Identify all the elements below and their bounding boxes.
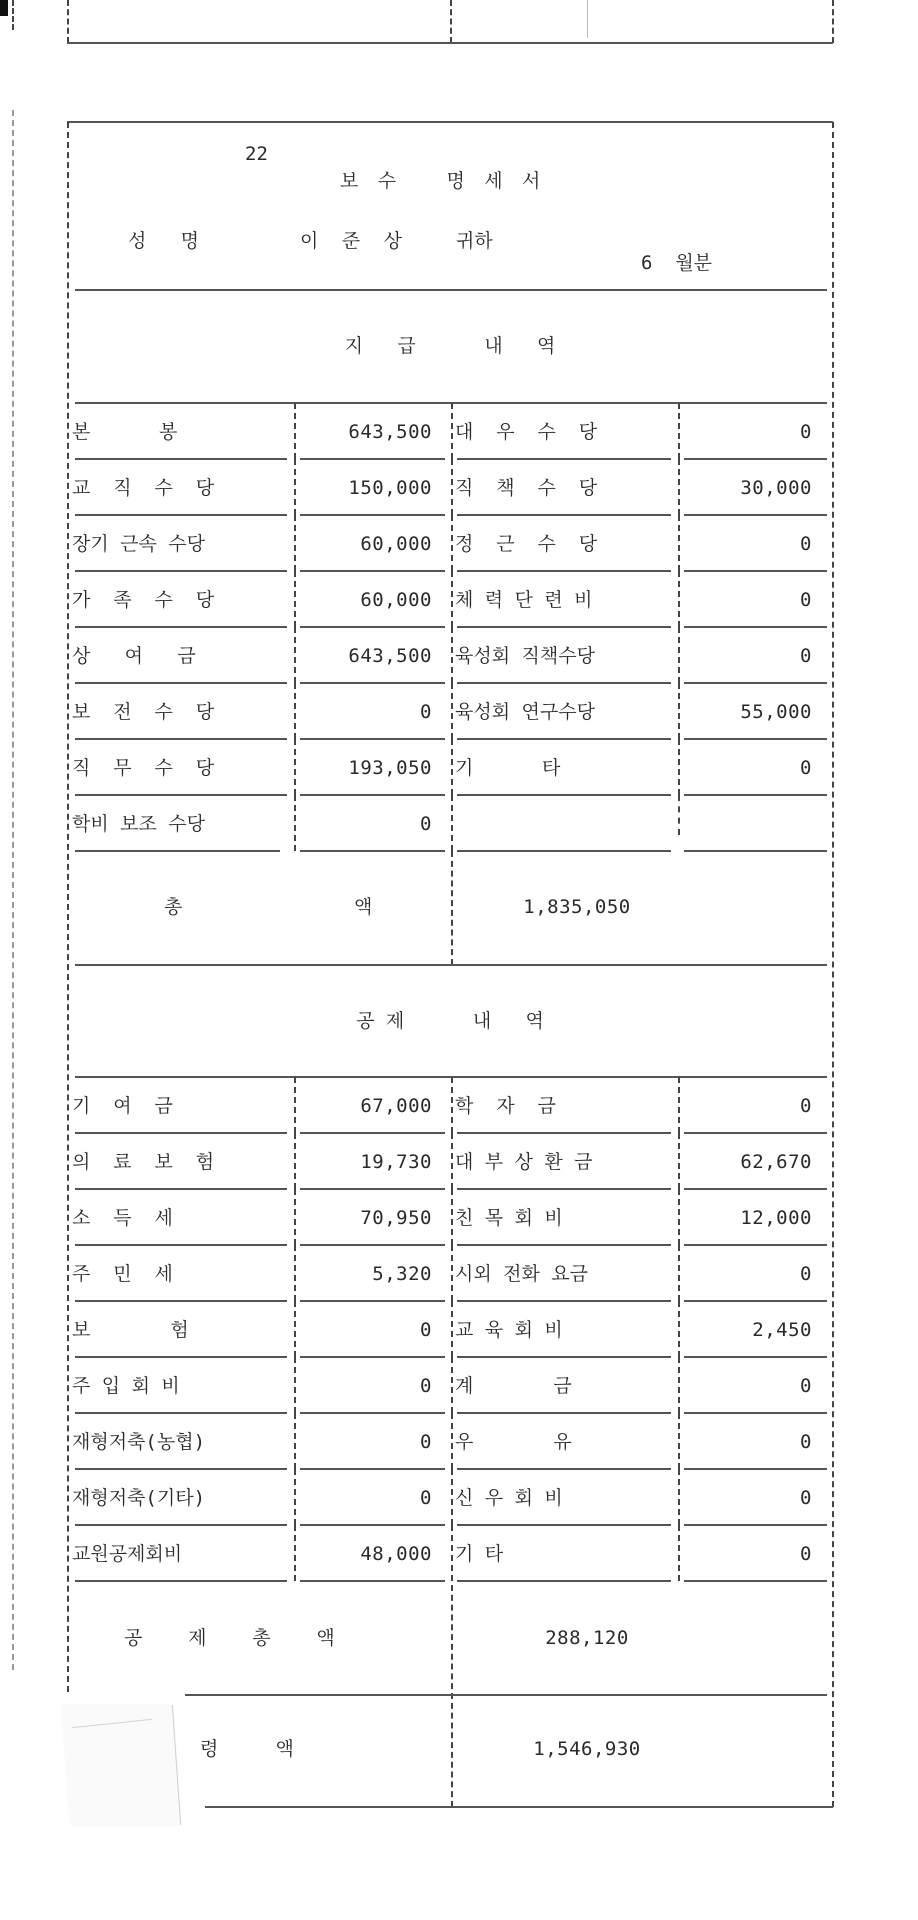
row-value-left: 5,320 — [372, 1263, 432, 1285]
row-value-right: 30,000 — [740, 477, 812, 499]
deductions-total-label: 공 제 총 액 — [124, 1627, 335, 1649]
page-edge-line — [12, 110, 14, 1670]
row-label-left: 주 입 회 비 — [72, 1375, 180, 1397]
row-label-right: 대 부 상 환 금 — [455, 1151, 593, 1173]
row-value-left: 0 — [420, 1431, 432, 1453]
row-label-right: 정 근 수 당 — [455, 533, 598, 555]
payments-section-title: 지 급 내 역 — [344, 335, 556, 357]
row-value-left: 193,050 — [348, 757, 432, 779]
row-value-left: 0 — [420, 1487, 432, 1509]
row-label-left: 장기 근속 수당 — [72, 533, 206, 555]
row-label-right: 신 우 회 비 — [455, 1487, 563, 1509]
employee-name: 이 준 상 — [300, 230, 408, 252]
row-value-right: 62,670 — [740, 1151, 812, 1173]
row-value-left: 67,000 — [360, 1095, 432, 1117]
name-label: 성 명 — [128, 230, 200, 252]
row-label-left: 직 무 수 당 — [72, 757, 215, 779]
row-value-right: 0 — [800, 1375, 812, 1397]
row-label-right: 우 유 — [455, 1431, 572, 1453]
row-label-right: 기 타 — [455, 757, 561, 779]
row-label-left: 학비 보조 수당 — [72, 813, 206, 835]
row-label-left: 재형저축(기타) — [72, 1487, 206, 1509]
row-label-left: 주 민 세 — [72, 1263, 173, 1285]
row-value-right: 0 — [800, 1487, 812, 1509]
deductions-total-value: 288,120 — [545, 1627, 629, 1649]
scan-corner-mark — [0, 0, 8, 16]
row-value-right: 12,000 — [740, 1207, 812, 1229]
table-bottom-border — [205, 1806, 833, 1808]
row-label-left: 기 여 금 — [72, 1095, 173, 1117]
header-divider — [75, 289, 827, 291]
row-value-right: 0 — [800, 421, 812, 443]
row-value-left: 48,000 — [360, 1543, 432, 1565]
deductions-section-title: 공 제 내 역 — [356, 1010, 544, 1032]
row-label-right: 육성회 연구수당 — [455, 701, 595, 723]
row-value-right: 0 — [800, 1543, 812, 1565]
row-label-right: 친 목 회 비 — [455, 1207, 563, 1229]
row-label-left: 재형저축(농협) — [72, 1431, 206, 1453]
payments-total-value: 1,835,050 — [523, 896, 631, 918]
net-pay-label: 령 액 — [200, 1738, 294, 1760]
row-label-right: 교 육 회 비 — [455, 1319, 563, 1341]
row-label-left: 가 족 수 당 — [72, 589, 215, 611]
table-left-border — [67, 122, 69, 1692]
row-label-left: 보 전 수 당 — [72, 701, 215, 723]
row-value-left: 0 — [420, 813, 432, 835]
row-label-right: 대 우 수 당 — [455, 421, 598, 443]
honorific: 귀하 — [456, 230, 493, 252]
row-value-right: 0 — [800, 533, 812, 555]
row-value-left: 60,000 — [360, 589, 432, 611]
row-value-right: 0 — [800, 589, 812, 611]
total-label-a: 총 — [164, 896, 183, 918]
row-value-right: 55,000 — [740, 701, 812, 723]
section-divider — [185, 1694, 827, 1696]
row-label-left: 보 험 — [72, 1319, 189, 1341]
table-top-border — [67, 121, 833, 123]
row-label-left: 본 봉 — [72, 421, 178, 443]
row-value-left: 60,000 — [360, 533, 432, 555]
row-value-right: 0 — [800, 645, 812, 667]
row-value-left: 0 — [420, 1375, 432, 1397]
pay-period: 6 월분 — [641, 252, 713, 274]
total-label-b: 액 — [354, 896, 373, 918]
table-right-border — [832, 122, 834, 1807]
net-pay-value: 1,546,930 — [533, 1738, 641, 1760]
row-label-right: 육성회 직책수당 — [455, 645, 595, 667]
row-value-right: 0 — [800, 1095, 812, 1117]
row-label-right: 계 금 — [455, 1375, 572, 1397]
row-value-right: 0 — [800, 757, 812, 779]
row-label-left: 교 직 수 당 — [72, 477, 215, 499]
row-value-left: 643,500 — [348, 645, 432, 667]
row-label-right: 직 책 수 당 — [455, 477, 598, 499]
row-label-left: 상 여 금 — [72, 645, 196, 667]
page-number: 22 — [245, 143, 268, 165]
row-value-left: 150,000 — [348, 477, 432, 499]
row-value-left: 70,950 — [360, 1207, 432, 1229]
row-label-right: 기 타 — [455, 1543, 504, 1565]
row-value-left: 0 — [420, 1319, 432, 1341]
row-value-left: 643,500 — [348, 421, 432, 443]
row-label-left: 소 득 세 — [72, 1207, 173, 1229]
row-label-right: 시외 전화 요금 — [455, 1263, 589, 1285]
row-value-left: 19,730 — [360, 1151, 432, 1173]
row-label-left: 의 료 보 험 — [72, 1151, 215, 1173]
row-value-left: 0 — [420, 701, 432, 723]
row-value-right: 0 — [800, 1431, 812, 1453]
page-edge-line — [12, 0, 14, 30]
section-divider — [75, 964, 827, 966]
row-value-right: 0 — [800, 1263, 812, 1285]
document-title: 보 수 명 세 서 — [340, 170, 545, 192]
row-label-left: 교원공제회비 — [72, 1543, 183, 1565]
row-label-right: 학 자 금 — [455, 1095, 556, 1117]
row-value-right: 2,450 — [752, 1319, 812, 1341]
row-label-right: 체 력 단 련 비 — [455, 589, 593, 611]
